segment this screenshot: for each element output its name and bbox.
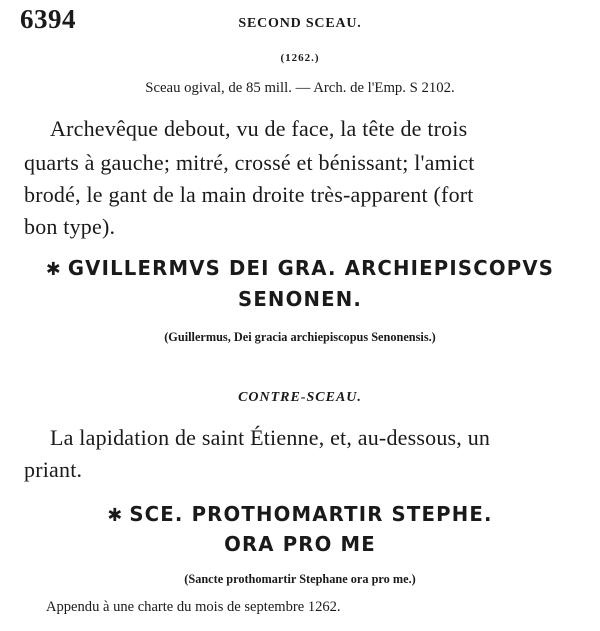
appendix-note: Appendu à une charte du mois de septembre 1262.: [46, 599, 341, 615]
counter-legend-line-2: ORA PRO ME: [224, 532, 376, 556]
section-title: SECOND SCEAU.: [238, 16, 362, 31]
legend-text-1: GVILLERMVS DEI GRA. ARCHIEPISCOPVS: [67, 256, 555, 280]
counter-description-line-1: La lapidation de saint Étienne, et, au-dessous, un: [50, 425, 491, 450]
legend-line-2: SENONEN.: [237, 287, 363, 311]
cross-bullet-icon: ✱: [45, 259, 62, 280]
counter-seal-title: CONTRE-SCEAU.: [238, 390, 362, 405]
counter-legend-line-1: [5, 502, 595, 526]
description-line-1: Archevêque debout, vu de face, la tête de trois: [50, 116, 468, 141]
counter-description-line-2: priant.: [24, 457, 83, 482]
counter-legend-text-1: SCE. PROTHOMARTIR STEPHE.: [129, 502, 493, 526]
description-line-4: bon type).: [24, 214, 116, 239]
counter-legend-translation: (Sancte prothomartir Stephane ora pro me.): [184, 572, 416, 586]
cross-bullet-icon: ✱: [107, 505, 124, 526]
legend-line-1: [5, 256, 595, 280]
legend-translation: (Guillermus, Dei gracia archiepiscopus Senonensis.): [164, 330, 436, 344]
description-line-2: quarts à gauche; mitré, crossé et bénissant; l'amict: [24, 150, 475, 175]
seal-date: (1262.): [280, 52, 320, 64]
entry-number: 6394: [20, 4, 76, 34]
description-line-3: brodé, le gant de la main droite très-apparent (fort: [24, 182, 474, 207]
seal-description: Sceau ogival, de 85 mill. — Arch. de l'Emp. S 2102.: [145, 80, 455, 96]
